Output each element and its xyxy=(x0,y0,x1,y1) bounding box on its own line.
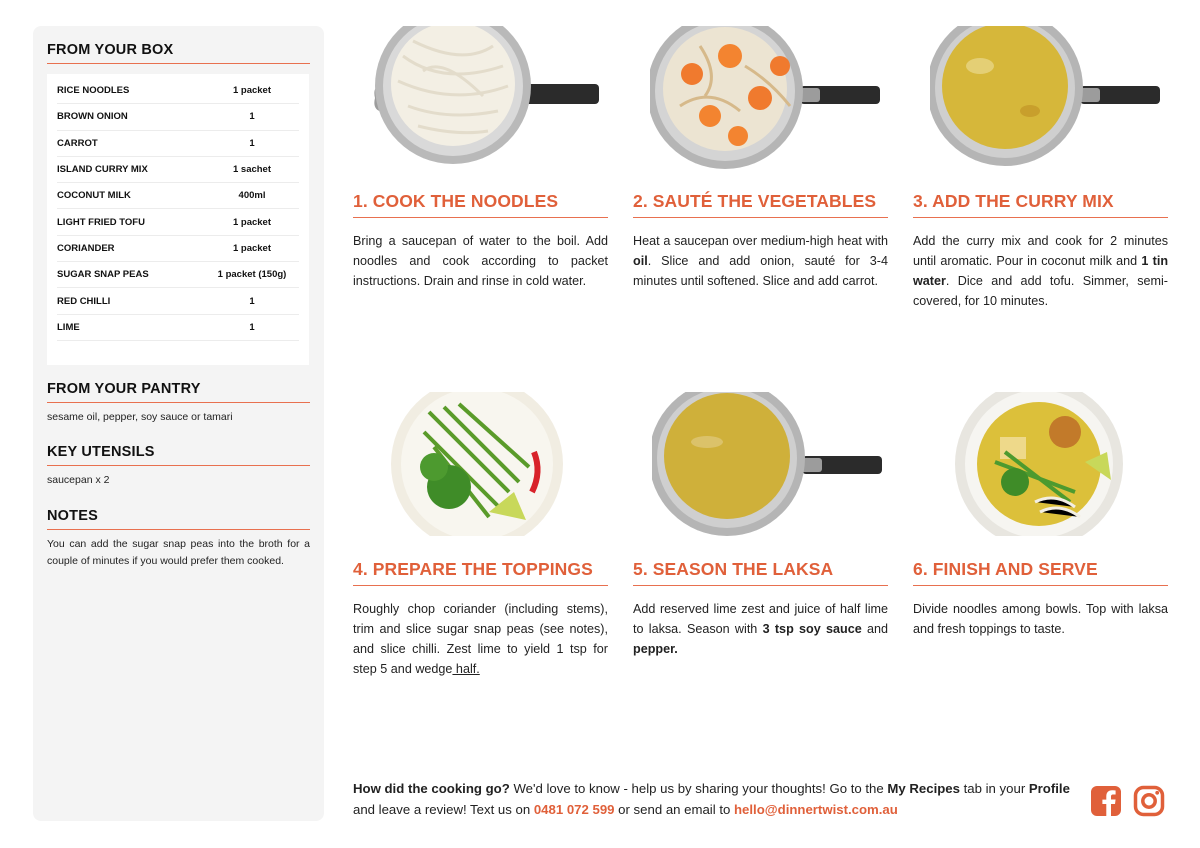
notes-heading: NOTES xyxy=(47,508,310,530)
step-2 xyxy=(633,191,888,291)
pantry-heading: FROM YOUR PANTRY xyxy=(47,381,310,403)
feedback-footer xyxy=(353,778,1073,820)
step-title: 1. COOK THE NOODLES xyxy=(353,191,608,218)
step-text xyxy=(633,231,888,291)
ingredient-qty: 1 packet xyxy=(232,242,272,254)
step-text xyxy=(353,599,608,679)
step-title: 5. SEASON THE LAKSA xyxy=(633,559,888,586)
ingredient-qty: 1 xyxy=(249,321,255,333)
phone-number[interactable]: 0481 072 599 xyxy=(533,802,615,817)
step-3 xyxy=(913,191,1168,311)
step-text: Divide noodles among bowls. Top with laksa and fresh toppings to taste. xyxy=(913,602,1168,636)
step-text: Bring a saucepan of water to the boil. Add noodles and cook according to packet instructions. Drain and rinse in cold water. xyxy=(353,234,608,288)
text-span: or send an email to xyxy=(614,802,734,817)
ingredient-qty: 1 xyxy=(249,111,255,123)
my-recipes-label: My Recipes xyxy=(887,781,960,796)
utensils-text: saucepan x 2 xyxy=(47,474,110,487)
utensils-heading: KEY UTENSILS xyxy=(47,444,310,466)
footer-question: How did the cooking go? xyxy=(353,781,510,796)
ingredient-row xyxy=(57,104,299,130)
toppings-plate-photo xyxy=(389,392,565,536)
notes-text: You can add the sugar snap peas into the broth for a couple of minutes if you would prefer them cooked. xyxy=(47,537,310,568)
from-your-box-heading: FROM YOUR BOX xyxy=(47,42,310,64)
text-span: Add reserved lime zest and juice of half lime to laksa. Season with xyxy=(633,602,888,636)
ingredient-row xyxy=(57,131,299,157)
ingredient-name: RICE NOODLES xyxy=(57,85,130,97)
pantry-text: sesame oil, pepper, soy sauce or tamari xyxy=(47,410,233,423)
curry-pan-photo xyxy=(930,26,1160,170)
ingredient-name: CORIANDER xyxy=(57,242,115,254)
ingredient-name: ISLAND CURRY MIX xyxy=(57,164,148,176)
text-span: . Slice and add onion, sauté for 3-4 minutes until softened. Slice and add carrot. xyxy=(633,254,888,288)
step-4 xyxy=(353,559,608,679)
ingredient-row xyxy=(57,236,299,262)
step-text xyxy=(913,231,1168,311)
ingredient-row xyxy=(57,78,299,104)
ingredient-qty: 1 packet (150g) xyxy=(217,269,287,281)
ingredient-row xyxy=(57,315,299,341)
underlined-text: half. xyxy=(452,662,480,676)
ingredient-name: BROWN ONION xyxy=(57,111,128,123)
step-5 xyxy=(633,559,888,659)
ingredient-qty: 1 xyxy=(249,137,255,149)
bold-text: 3 tsp soy sauce xyxy=(762,622,862,636)
served-dish-photo xyxy=(955,392,1125,536)
bold-text: 1 tin water xyxy=(913,254,1169,288)
ingredient-name: RED CHILLI xyxy=(57,295,111,307)
ingredient-row xyxy=(57,183,299,209)
text-span: and leave a review! Text us on xyxy=(353,802,534,817)
ingredient-row xyxy=(57,157,299,183)
text-span: Heat a saucepan over medium-high heat with xyxy=(633,234,888,248)
text-span: . Dice and add tofu. Simmer, semi-covered, for 10 minutes. xyxy=(913,274,1168,308)
email-link[interactable]: hello@dinnertwist.com.au xyxy=(734,802,898,817)
bold-text: oil xyxy=(633,254,648,268)
ingredient-qty: 1 xyxy=(249,295,255,307)
step-title: 3. ADD THE CURRY MIX xyxy=(913,191,1168,218)
ingredient-qty: 1 packet xyxy=(232,85,272,97)
ingredient-row xyxy=(57,288,299,314)
step-title: 4. PREPARE THE TOPPINGS xyxy=(353,559,608,586)
profile-label: Profile xyxy=(1028,781,1070,796)
ingredient-name: LIME xyxy=(57,321,80,333)
text-span: Add the curry mix and cook for 2 minutes until aromatic. Pour in coconut milk and xyxy=(913,234,1168,268)
step-text xyxy=(633,599,888,659)
ingredient-name: SUGAR SNAP PEAS xyxy=(57,269,149,281)
text-span: tab in your xyxy=(959,781,1029,796)
ingredient-name: COCONUT MILK xyxy=(57,190,131,202)
ingredient-row xyxy=(57,209,299,235)
ingredient-qty: 1 sachet xyxy=(232,164,272,176)
vegetables-pan-photo xyxy=(650,26,882,170)
step-6 xyxy=(913,559,1168,639)
sidebar xyxy=(33,26,324,821)
ingredient-row xyxy=(57,262,299,288)
step-title: 2. SAUTÉ THE VEGETABLES xyxy=(633,191,888,218)
ingredient-qty: 400ml xyxy=(238,190,266,202)
bold-text: pepper. xyxy=(633,642,678,656)
text-span: Roughly chop coriander (including stems), trim and slice sugar snap peas (see notes), and slice chilli. Zest lime to yield 1 tsp for step 5 and wedge xyxy=(353,602,608,676)
ingredient-name: CARROT xyxy=(57,137,98,149)
noodles-colander-photo xyxy=(373,26,603,170)
instagram-icon[interactable] xyxy=(1133,785,1165,817)
laksa-pan-photo xyxy=(652,392,882,536)
ingredient-qty: 1 packet xyxy=(232,216,272,228)
step-title: 6. FINISH AND SERVE xyxy=(913,559,1168,586)
ingredient-name: LIGHT FRIED TOFU xyxy=(57,216,145,228)
facebook-icon[interactable] xyxy=(1090,785,1122,817)
text-span: and xyxy=(861,622,888,636)
step-1 xyxy=(353,191,608,291)
ingredients-table xyxy=(47,74,309,365)
text-span: We'd love to know - help us by sharing your thoughts! Go to the xyxy=(509,781,888,796)
